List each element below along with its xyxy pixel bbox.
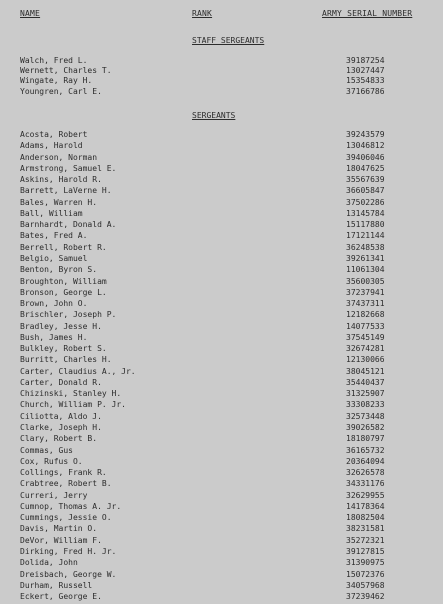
- soldier-name: Eckert, George E.: [20, 592, 102, 602]
- table-row: [0, 310, 443, 321]
- soldier-name: Walch, Fred L.: [20, 56, 88, 65]
- table-row: [0, 491, 443, 502]
- table-row: [0, 153, 443, 164]
- soldier-name: Brischler, Joseph P.: [20, 310, 117, 320]
- soldier-name: Burritt, Charles H.: [20, 355, 112, 365]
- soldier-name: DeVor, William F.: [20, 535, 102, 545]
- army-serial-number: 31390975: [346, 558, 385, 568]
- soldier-name: Bulkley, Robert S.: [20, 344, 107, 354]
- table-row: [0, 581, 443, 592]
- army-serial-number: 15072376: [346, 569, 385, 579]
- army-serial-number: 36605847: [346, 186, 385, 196]
- army-serial-number: 32629955: [346, 490, 385, 500]
- rank-column-header: RANK: [192, 9, 213, 18]
- army-serial-number: 38045121: [346, 366, 385, 376]
- table-row: [0, 198, 443, 209]
- soldier-name: Church, William P. Jr.: [20, 400, 126, 410]
- table-row: [0, 434, 443, 445]
- soldier-name: Collings, Frank R.: [20, 468, 107, 478]
- soldier-name: Bradley, Jesse H.: [20, 321, 102, 331]
- army-serial-number: 35567639: [346, 175, 385, 185]
- army-serial-number: 18180797: [346, 434, 385, 444]
- army-serial-number: 11061304: [346, 265, 385, 275]
- army-serial-number: 20364094: [346, 456, 385, 466]
- soldier-name: Benton, Byron S.: [20, 265, 98, 275]
- table-row: [0, 446, 443, 457]
- soldier-name: Wingate, Ray H.: [20, 76, 93, 86]
- army-serial-number: 37437311: [346, 299, 385, 309]
- table-row: [0, 457, 443, 468]
- soldier-name: Carter, Donald R.: [20, 377, 102, 387]
- army-serial-number: 14077533: [346, 321, 385, 331]
- army-serial-number: 39406046: [346, 152, 385, 162]
- soldier-name: Berrell, Robert R.: [20, 242, 107, 252]
- table-row: [0, 592, 443, 603]
- table-row: [0, 175, 443, 186]
- table-row: [0, 344, 443, 355]
- soldier-name: Cox, Rufus O.: [20, 456, 83, 466]
- army-serial-number: 31325907: [346, 389, 385, 399]
- table-row: [0, 524, 443, 535]
- army-serial-number: 37545149: [346, 332, 385, 342]
- army-serial-number: 39127815: [346, 546, 385, 556]
- soldier-name: Chizinski, Stanley H.: [20, 389, 122, 399]
- table-row: [0, 231, 443, 242]
- army-serial-number: 36248538: [346, 242, 385, 252]
- army-serial-number: 36165732: [346, 445, 385, 455]
- army-serial-number: 14178364: [346, 501, 385, 511]
- table-row: [0, 502, 443, 513]
- soldier-name: Commas, Gus: [20, 445, 73, 455]
- soldier-name: Youngren, Carl E.: [20, 86, 102, 96]
- soldier-name: Ball, William: [20, 208, 83, 218]
- army-serial-number: 35272321: [346, 535, 385, 545]
- army-serial-number: 37237941: [346, 287, 385, 297]
- army-serial-number: 32573448: [346, 411, 385, 421]
- army-serial-number: 33308233: [346, 400, 385, 410]
- serial-number-column-header: ARMY SERIAL NUMBER: [322, 9, 413, 18]
- soldier-name: Belgio, Samuel: [20, 253, 88, 263]
- soldier-name: Clarke, Joseph H.: [20, 423, 102, 433]
- army-serial-number: 39187254: [346, 56, 385, 65]
- soldier-name: Askins, Harold R.: [20, 175, 102, 185]
- soldier-name: Curreri, Jerry: [20, 490, 88, 500]
- soldier-name: Dirking, Fred H. Jr.: [20, 546, 117, 556]
- soldier-name: Wernett, Charles T.: [20, 66, 112, 76]
- soldier-name: Davis, Martin O.: [20, 524, 98, 534]
- soldier-name: Clary, Robert B.: [20, 434, 98, 444]
- army-serial-number: 38231581: [346, 524, 385, 534]
- table-row: [0, 547, 443, 558]
- army-serial-number: 15354833: [346, 76, 385, 86]
- table-row: [0, 299, 443, 310]
- table-row: [0, 400, 443, 411]
- soldier-name: Dreisbach, George W.: [20, 569, 117, 579]
- army-serial-number: 35600305: [346, 276, 385, 286]
- table-row: [0, 164, 443, 175]
- army-serial-number: 32674281: [346, 344, 385, 354]
- staff-sergeants-section-title: STAFF SERGEANTS: [192, 36, 265, 45]
- table-row: [0, 288, 443, 299]
- soldier-name: Cummings, Jessie O.: [20, 513, 112, 523]
- army-serial-number: 39243579: [346, 130, 385, 139]
- table-row: [0, 558, 443, 569]
- army-serial-number: 34331176: [346, 479, 385, 489]
- army-serial-number: 13145784: [346, 208, 385, 218]
- army-serial-number: 37502286: [346, 197, 385, 207]
- soldier-name: Armstrong, Samuel E.: [20, 163, 117, 173]
- soldier-name: Brown, John O.: [20, 299, 88, 309]
- army-serial-number: 39026582: [346, 423, 385, 433]
- army-serial-number: 15117880: [346, 220, 385, 230]
- soldier-name: Anderson, Norman: [20, 152, 98, 162]
- table-row: [0, 355, 443, 366]
- soldier-name: Broughton, William: [20, 276, 107, 286]
- army-serial-number: 32626578: [346, 468, 385, 478]
- table-row: [0, 322, 443, 333]
- table-row: [0, 265, 443, 276]
- army-serial-number: 18047625: [346, 163, 385, 173]
- army-serial-number: 37239462: [346, 592, 385, 602]
- table-row: [0, 243, 443, 254]
- army-serial-number: 39261341: [346, 253, 385, 263]
- table-row: [0, 87, 443, 98]
- soldier-name: Barrett, LaVerne H.: [20, 186, 112, 196]
- soldier-name: Adams, Harold: [20, 141, 83, 151]
- soldier-name: Bales, Warren H.: [20, 197, 98, 207]
- soldier-name: Carter, Claudius A., Jr.: [20, 366, 136, 376]
- army-serial-number: 12182668: [346, 310, 385, 320]
- table-row: [0, 468, 443, 479]
- soldier-name: Acosta, Robert: [20, 130, 88, 139]
- table-row: [0, 333, 443, 344]
- table-row: [0, 277, 443, 288]
- table-row: [0, 570, 443, 581]
- table-row: [0, 254, 443, 265]
- army-serial-number: 17121144: [346, 231, 385, 241]
- soldier-name: Bates, Fred A.: [20, 231, 88, 241]
- army-serial-number: 13046812: [346, 141, 385, 151]
- table-row: [0, 220, 443, 231]
- army-serial-number: 37166786: [346, 86, 385, 96]
- table-row: [0, 513, 443, 524]
- table-row: [0, 209, 443, 220]
- soldier-name: Durham, Russell: [20, 580, 93, 590]
- table-row: [0, 423, 443, 434]
- sergeants-section-title: SERGEANTS: [192, 111, 236, 120]
- table-row: [0, 141, 443, 152]
- table-row: [0, 536, 443, 547]
- soldier-name: Cumnop, Thomas A. Jr.: [20, 501, 122, 511]
- soldier-name: Crabtree, Robert B.: [20, 479, 112, 489]
- soldier-name: Bush, James H.: [20, 332, 88, 342]
- table-row: [0, 367, 443, 378]
- soldier-name: Ciliotta, Aldo J.: [20, 411, 102, 421]
- army-serial-number: 12130066: [346, 355, 385, 365]
- soldier-name: Barnhardt, Donald A.: [20, 220, 117, 230]
- army-serial-number: 13027447: [346, 66, 385, 76]
- army-serial-number: 34057968: [346, 580, 385, 590]
- table-row: [0, 186, 443, 197]
- table-row: [0, 412, 443, 423]
- army-serial-number: 35440437: [346, 377, 385, 387]
- table-row: [0, 378, 443, 389]
- table-row: [0, 479, 443, 490]
- table-row: [0, 389, 443, 400]
- soldier-name: Bronson, George L.: [20, 287, 107, 297]
- soldier-name: Dolida, John: [20, 558, 78, 568]
- army-serial-number: 18082504: [346, 513, 385, 523]
- table-row: [0, 130, 443, 141]
- name-column-header: NAME: [20, 9, 41, 18]
